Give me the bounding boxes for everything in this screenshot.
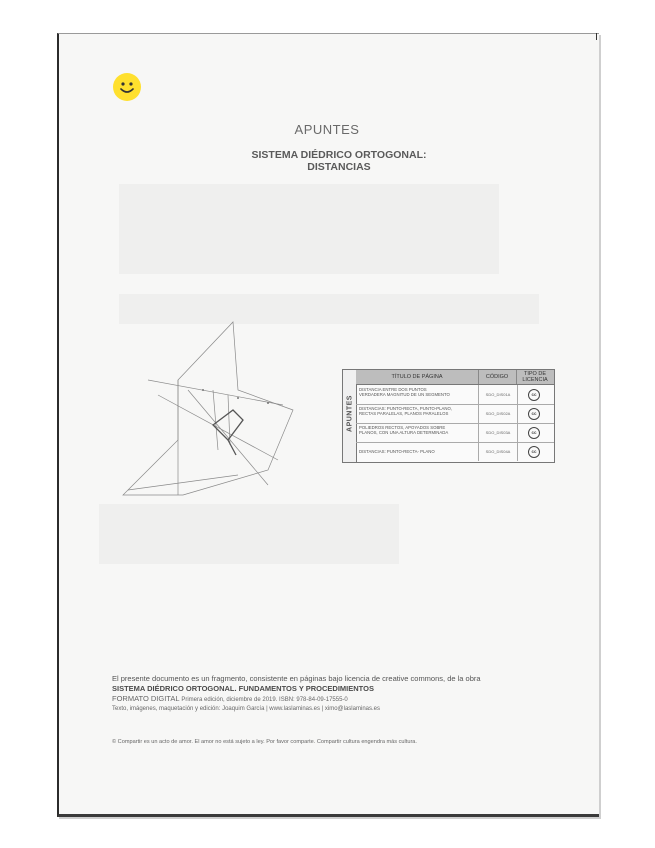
table-row <box>356 385 554 405</box>
drawing-line <box>158 395 278 460</box>
row-code: SDO_DIS02A <box>478 404 518 423</box>
row-code: SDO_DIS04A <box>478 442 518 461</box>
footer-block <box>112 674 552 714</box>
row-title-line: RECTAS PARALELAS, PLANOS PARALELOS <box>359 411 449 416</box>
smiley-face-icon <box>113 73 141 101</box>
row-title <box>359 425 477 435</box>
column-header-license-line: LICENCIA <box>522 377 548 383</box>
drawing-point <box>267 402 269 404</box>
contents-table <box>342 369 555 463</box>
page-subtitle <box>200 149 478 173</box>
drawing-line <box>148 380 283 405</box>
technical-drawing <box>118 320 298 500</box>
table-row <box>356 442 554 461</box>
row-title-line: DISTANCIA ENTRE DOS PUNTOS <box>359 387 427 392</box>
footer-intro: El presente documento es un fragmento, consistente en páginas bajo licencia de creative commons, de la obra <box>112 674 481 683</box>
row-title-line: PLANOS, CON UNA ALTURA DETERMINADA <box>359 430 449 435</box>
subtitle-line: SISTEMA DIÉDRICO ORTOGONAL: <box>251 149 427 161</box>
footer-share-note: © Compartir es un acto de amor. El amor no está sujeto a ley. Por favor comparte. Compartir cultura engendra más cultura. <box>112 739 417 745</box>
contents-side-label: APUNTES <box>346 395 354 432</box>
footer-credits: Texto, imágenes, maquetación y edición: Joaquim García | www.laslaminas.es | ximo@laslaminas.es <box>112 706 380 712</box>
drawing-point <box>237 397 239 399</box>
creative-commons-icon: cc <box>528 408 540 420</box>
scan-mark <box>596 33 597 40</box>
contents-table-side <box>343 370 357 462</box>
creative-commons-icon: cc <box>528 427 540 439</box>
contents-table-header <box>356 370 554 385</box>
column-header-license-line: TIPO DE <box>523 371 546 377</box>
row-title <box>359 449 477 454</box>
row-title-line: VERDADERA MAGNITUD DE UN SEGMENTO <box>359 392 450 397</box>
bleed-through <box>119 184 499 274</box>
drawing-point <box>202 389 204 391</box>
row-title-line: DISTANCIAS: PUNTO-RECTA- PLANO <box>359 449 435 454</box>
row-code: SDO_DIS01A <box>478 385 518 404</box>
footer-format-detail: Primera edición, diciembre de 2019. ISBN: 978-84-09-17555-0 <box>181 697 348 703</box>
footer-work-title: SISTEMA DIÉDRICO ORTOGONAL. FUNDAMENTOS Y PROCEDIMIENTOS <box>112 684 374 693</box>
page-title: APUNTES <box>294 122 360 137</box>
drawing-plane-outline <box>123 322 293 495</box>
drawing-line <box>188 390 268 485</box>
creative-commons-icon: cc <box>528 446 540 458</box>
drawing-line <box>213 390 218 450</box>
table-row <box>356 404 554 424</box>
column-header-code: CÓDIGO <box>478 370 517 384</box>
row-title-line: POLIEDROS RECTOS, APOYADOS SOBRE <box>359 425 446 430</box>
footer-format-label: FORMATO DIGITAL <box>112 694 180 703</box>
subtitle-line: DISTANCIAS <box>307 161 371 173</box>
row-title <box>359 387 477 397</box>
column-header-license <box>516 370 554 385</box>
smiley-face-icon-graphic <box>113 73 141 101</box>
column-header-title: TÍTULO DE PÁGINA <box>356 370 479 384</box>
footer-format <box>112 694 552 705</box>
bleed-through <box>99 504 399 564</box>
row-title <box>359 406 477 416</box>
row-code: SDO_DIS03A <box>478 423 518 442</box>
creative-commons-icon: cc <box>528 389 540 401</box>
drawing-line <box>128 475 238 490</box>
table-row <box>356 423 554 443</box>
row-title-line: DISTANCIAS: PUNTO-RECTA, PUNTO-PLANO, <box>359 406 453 411</box>
